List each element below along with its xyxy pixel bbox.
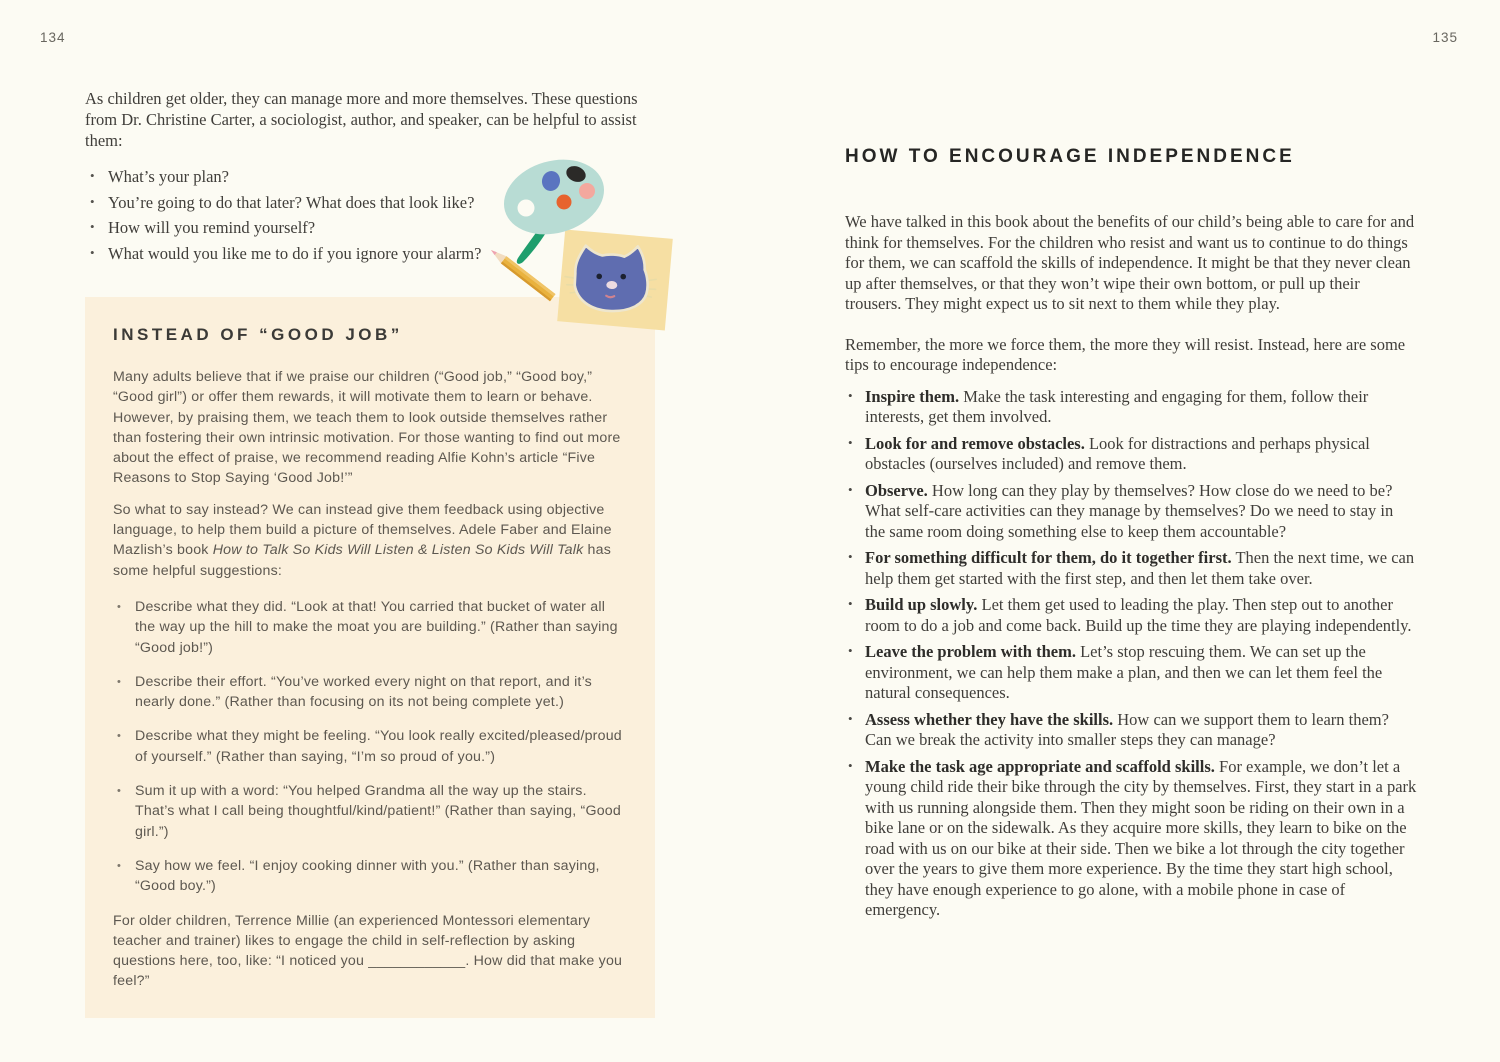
tip-lead: Make the task age appropriate and scaffold skills. (865, 756, 1215, 776)
tip-text: Then the next time, we can help them get started with the first step, and then let them take over. (865, 548, 1415, 588)
tip-text: Look for distractions and perhaps physical obstacles (ourselves included) and remove them. (865, 433, 1370, 473)
paint-palette-icon (495, 150, 613, 246)
list-item: • Describe what they did. “Look at that! You carried that bucket of water all the way up the hill to make the moat you are building.” (Rather than saying “Good job!”) (113, 597, 625, 658)
body-paragraph: Remember, the more we force them, the more they will resist. Instead, here are some tips to encourage independence: (845, 334, 1406, 374)
box-paragraph-text: So what to say instead? We can instead give them feedback using objective language, to help them build a picture of themselves. Adele Faber and Elaine Mazlish’s book (113, 501, 612, 559)
list-item (845, 757, 1417, 921)
list-item: • Say how we feel. “I enjoy cooking dinner with you.” (Rather than saying, “Good boy.”) (113, 856, 625, 897)
list-item: • What’s your plan? (85, 167, 660, 188)
tip-text: How can we support them to learn them? Can we break the activity into smaller steps they can manage? (865, 709, 1389, 749)
list-item (845, 595, 1417, 636)
list-item: • Describe their effort. “You’ve worked every night on that report, and it’s nearly done.” (Rather than focusing on its not being complete yet.) (113, 672, 625, 713)
list-item: • What would you like me to do if you ignore your alarm? (85, 244, 660, 265)
palette-thumb-hole (518, 200, 535, 217)
box-paragraph-text: has some helpful suggestions: (113, 542, 612, 579)
intro-paragraph: As children get older, they can manage more and more themselves. These questions from Dr. Christine Carter, a sociologist, author, and speaker, can be helpful to assist them: (85, 89, 638, 150)
tip-lead: Build up slowly. (865, 595, 978, 614)
list-item (845, 387, 1417, 428)
list-item (845, 642, 1417, 704)
tip-lead: Leave the problem with them. (865, 642, 1076, 661)
tips-list (845, 387, 1417, 921)
list-item (845, 481, 1417, 543)
tip-text: Let them get used to leading the play. Then step out to another room to do a job and come back. Build up the time they are playing independently. (865, 595, 1412, 635)
list-item: • How will you remind yourself? (85, 218, 660, 239)
tip-lead: Assess whether they have the skills. (865, 709, 1114, 729)
section-heading: HOW TO ENCOURAGE INDEPENDENCE (845, 146, 1295, 167)
list-item (845, 710, 1417, 751)
list-item: • Sum it up with a word: “You helped Grandma all the way up the stairs. That’s what I call being thoughtful/kind/patient!” (Rather than saying, “Good girl.”) (113, 781, 625, 842)
tip-text: Let’s stop rescuing them. We can set up the environment, we can help them make a plan, and then we can let them feel the natural consequences. (865, 642, 1383, 702)
box-paragraph (113, 500, 625, 581)
tip-lead: Observe. (865, 480, 928, 500)
box-bullet-list (113, 597, 625, 897)
tip-text: Make the task interesting and engaging for them, follow their interests, get them involved. (865, 386, 1369, 426)
book-title: How to Talk So Kids Will Listen & Listen So Kids Will Talk (212, 542, 584, 559)
box-heading: INSTEAD OF “GOOD JOB” (113, 325, 403, 344)
palette-cat-drawing-illustration (468, 150, 683, 335)
right-page (845, 146, 1417, 927)
tip-text: For example, we don’t let a young child ride their bike through the city by themselves. First, they start in a park with us running alongside them. Then they might soon be riding on their own in a bike lane or on the sidewalk. As they acquire more skills, they learn to bike on the road with us on our bike at their side. Then we bike a lot through the city together over the years to give them more experience. By the time they start high school, they have enough experience to go alone, with a mobile phone in case of emergency. (865, 756, 1417, 919)
box-paragraph: For older children, Terrence Millie (an experienced Montessori elementary teacher and trainer) likes to engage the child in self-reflection by asking questions here, too, like: “I noticed you ____________. How did that make you feel?” (113, 912, 623, 990)
tip-text: How long can they play by themselves? How close do we need to be? What self-care activities can they manage by themselves? Do we need to stay in the same room doing something else to keep them accountable? (865, 480, 1394, 541)
tip-lead: For something difficult for them, do it together first. (865, 548, 1232, 567)
list-item (845, 548, 1417, 589)
list-item: • You’re going to do that later? What does that look like? (85, 193, 660, 214)
list-item: • Describe what they might be feeling. “You look really excited/pleased/proud of yourself.” (Rather than saying, “I’m so proud of you.”) (113, 726, 625, 767)
page-number-right: 135 (1432, 30, 1458, 45)
list-item (845, 434, 1417, 475)
page-number-left: 134 (40, 30, 66, 45)
tip-lead: Look for and remove obstacles. (865, 433, 1085, 453)
body-paragraph: We have talked in this book about the benefits of our child’s being able to care for and think for themselves. For the children who resist and want us to continue to do things for them, we can scaffold the skills of independence. It might be that they never clean up after themselves, or that they won’t wipe their own bottom, or pull up their trousers. They might expect us to sit next to them while they play. (845, 212, 1415, 313)
box-paragraph: Many adults believe that if we praise our children (“Good job,” “Good boy,” “Good girl”) or offer them rewards, it will motivate them to learn or behave. However, by praising them, we teach them to look outside themselves rather than fostering their own intrinsic motivation. For those wanting to find out more about the effect of praise, we recommend reading Alfie Kohn’s article “Five Reasons to Stop Saying ‘Good Job!’” (113, 369, 621, 487)
tip-lead: Inspire them. (865, 386, 960, 406)
instead-of-good-job-box (85, 297, 655, 1018)
